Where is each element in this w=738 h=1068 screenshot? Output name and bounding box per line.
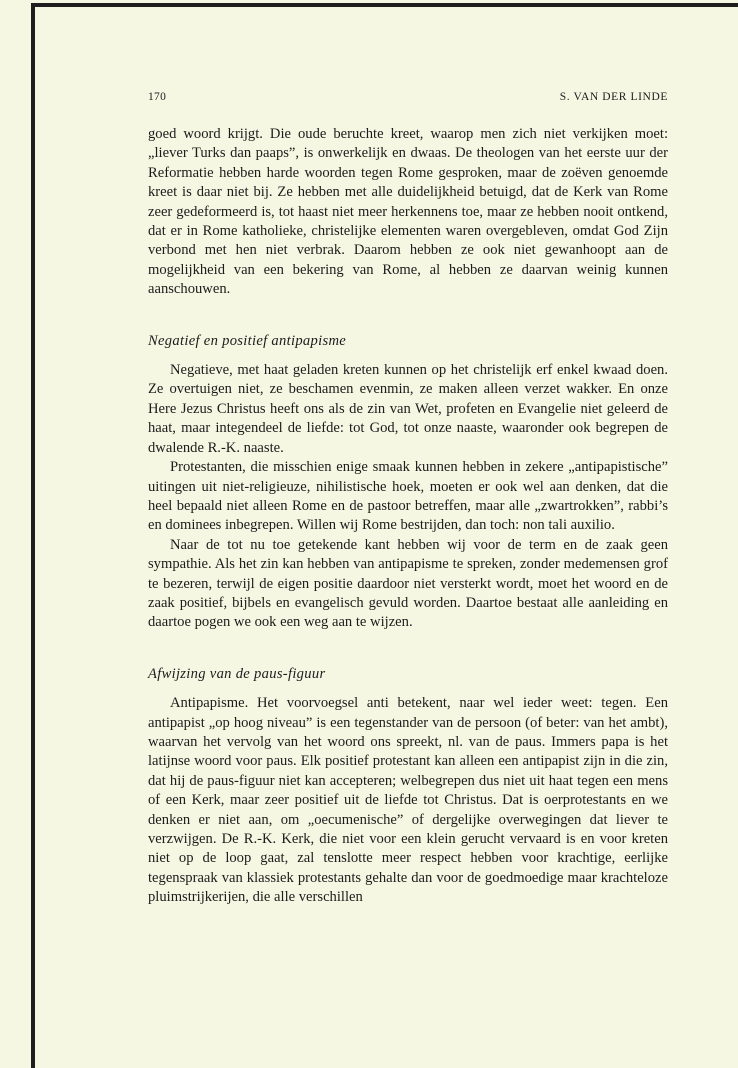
paragraph: Naar de tot nu toe getekende kant hebben wij voor de term en de zaak geen sympathie. Als het zin kan hebben van antipapisme te spreken, zonder medemensen grof te bezeren, terwijl de eigen positie daardoor niet versterkt wordt, moet het woord en de zaak positief, bijbels en evangelisch gevuld worden. Daartoe bestaat alle aanleiding en daartoe pogen we ook een weg aan te wijzen. <box>148 536 668 631</box>
text-block <box>148 91 668 908</box>
paragraph: Negatieve, met haat geladen kreten kunnen op het christelijk erf enkel kwaad doen. Ze overtuigen niet, ze beschamen evenmin, ze maken alleen verzet wakker. En onze Here Jezus Christus heeft ons als de zin van Wet, profeten en Evangelie niet geleerd de haat, maar integendeel de liefde: tot God, tot onze naaste, waaronder ook begrepen de dwalende R.-K. naaste. <box>148 362 668 456</box>
paragraph: Protestanten, die misschien enige smaak kunnen hebben in zekere „antipapistische” uitingen uit niet-religieuze, nihilistische hoek, moeten er ook wel aan denken, dat die heel bepaald niet alleen Rome en de pastoor betreffen, maar alle „zwartrokken”, rabbi’s en dominees inbegrepen. Willen wij Rome bestrijden, dan toch: non tali auxilio. <box>148 459 668 534</box>
running-title: S. VAN DER LINDE <box>559 91 668 103</box>
section-heading-afwijzing: Afwijzing van de paus-figuur <box>148 665 326 682</box>
scan-edge-left <box>31 3 35 1068</box>
intro-paragraph: goed woord krijgt. Die oude beruchte kreet, waarop men zich niet verkijken moet: „liever Turks dan paaps”, is onwerkelijk en dwaas. De theologen van het eerste uur der Reformatie hebben harde woorden tegen Rome gesproken, maar de zoëven genoemde kreet is daar niet bij. Ze hebben met alle duidelijkheid betuigd, dat de Kerk van Rome zeer gedeformeerd is, tot haast niet meer herkennens toe, maar ze hebben nooit ontkend, dat er in Rome katholieke, christelijke elementen waren overgebleven, omdat God Zijn verbond met hen niet verbrak. Daarom hebben ze ook niet gewanhoopt aan de mogelijkheid van een bekering van Rome, al hebben ze daarvan weinig kunnen aanschouwen. <box>148 126 668 298</box>
page-number: 170 <box>148 91 167 103</box>
running-head <box>148 91 668 111</box>
scan-edge-top <box>33 3 738 7</box>
paragraph: Antipapisme. Het voorvoegsel anti betekent, naar wel ieder weet: tegen. Een antipapist „op hoog niveau” is een tegenstander van de persoon (of beter: van het ambt), waarvan het vervolg van het woord ons spreekt, nl. van de paus. Immers papa is het latijnse woord voor paus. Elk positief protestant kan alleen een antipapist zijn in die zin, dat hij de paus-figuur niet kan accepteren; welbegrepen dus niet uit haat tegen een mens of een Kerk, maar zeer positief uit de liefde tot Christus. Dat is oerprotestants en we denken er niet aan, om „oecumenische” of dergelijke overwegingen dat liever te verzwijgen. De R.-K. Kerk, die niet voor een klein gerucht vervaard is en voor kreten niet op de loop gaat, zal tenslotte meer respect hebben voor krachtige, eerlijke tegenspraak van klassiek protestants gehalte dan voor de goedmoedige maar krachteloze pluimstrijkerijen, die alle verschillen <box>148 695 668 906</box>
section-heading-negatief-positief: Negatief en positief antipapisme <box>148 332 347 349</box>
body-text <box>148 125 668 908</box>
